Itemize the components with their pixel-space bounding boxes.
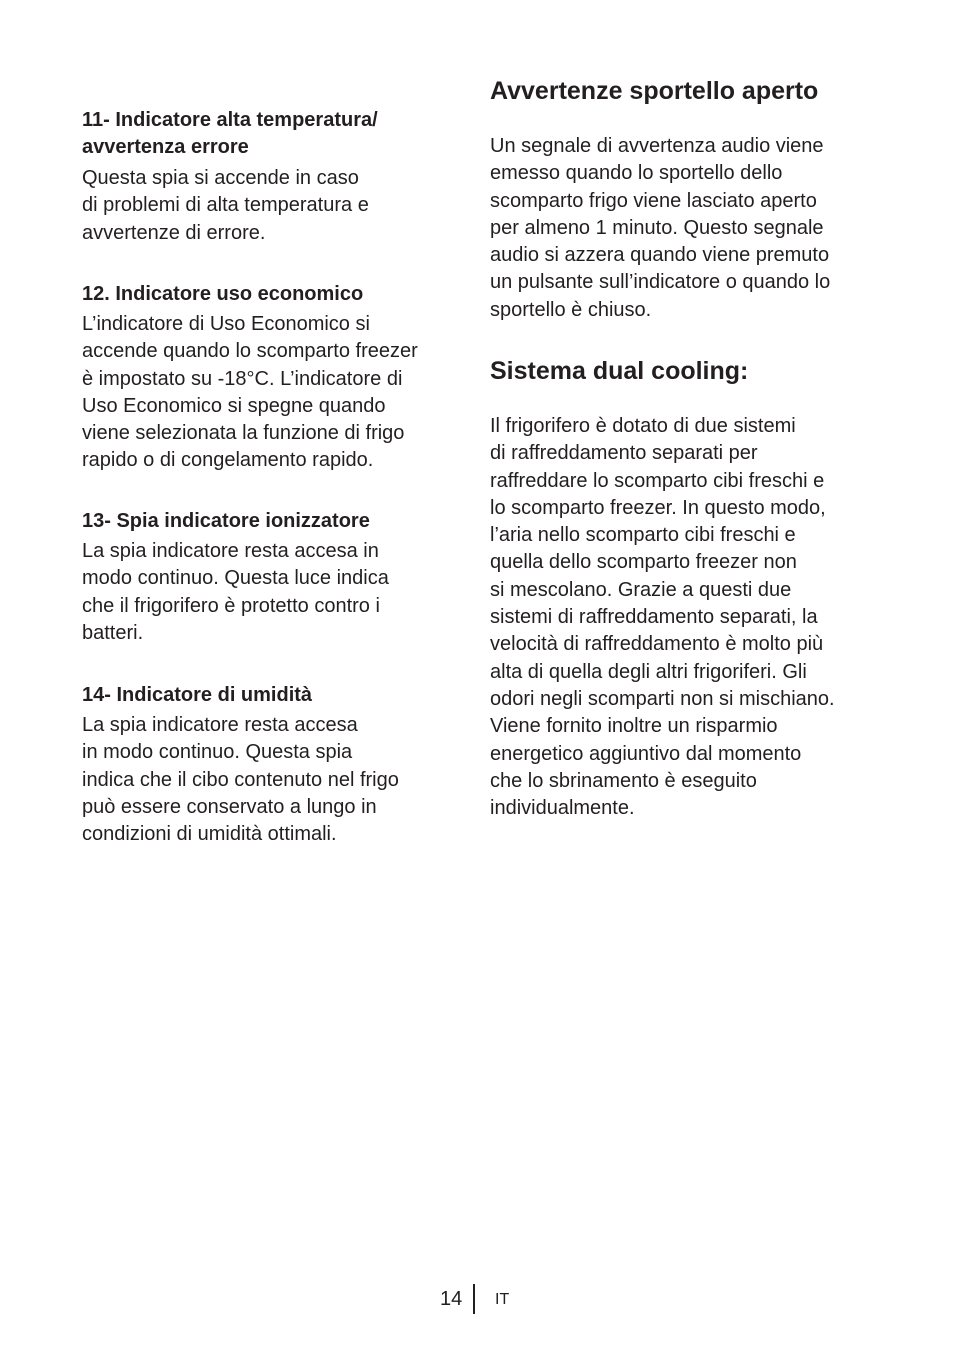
page-footer [0,1284,954,1314]
section-body: La spia indicatore resta accesa in modo continuo. Questa spia indica che il cibo contenuto nel frigo può essere conservato a lungo in condizioni di umidità ottimali. [82,714,399,846]
language-code: IT [495,1291,510,1308]
section-dual-cooling [490,356,890,822]
section-high-temperature-indicator [82,107,462,247]
section-body: Un segnale di avvertenza audio viene emesso quando lo sportello dello scomparto frigo viene lasciato aperto per almeno 1 minuto. Questo segnale audio si azzera quando viene premuto un pulsante sull’indicatore o quando lo sportello è chiuso. [490,135,831,321]
section-heading: 13- Spia indicatore ionizzatore [82,510,370,532]
section-body: Il frigorifero è dotato di due sistemi di raffreddamento separati per raffreddare lo scomparto cibi freschi e lo scomparto freezer. In questo modo, l’aria nello scomparto cibi freschi e quella dello scomparto freezer non si mescolano. Grazie a questi due sistemi di raffreddamento separati, la velocità di raffreddamento è molto più alta di quella degli altri frigoriferi. Gli odori negli scomparti non si mischiano. Viene fornito inoltre un risparmio energetico aggiuntivo dal momento che lo sbrinamento è eseguito individualmente. [490,415,835,820]
section-economy-indicator [82,281,462,475]
section-ionizer-indicator [82,508,462,647]
section-heading: Sistema dual cooling: [490,357,749,385]
section-heading: 12. Indicatore uso economico [82,283,364,305]
footer-divider [473,1284,475,1314]
section-body: L’indicatore di Uso Economico si accende quando lo scomparto freezer è impostato su -18°C. L’indicatore di Uso Economico si spegne quando viene selezionata la funzione di frigo rapido o di congelamento rapido. [82,313,418,472]
section-body: Questa spia si accende in caso di problemi di alta temperatura e avvertenze di errore. [82,167,369,244]
page-number: 14 [440,1288,463,1310]
section-heading: 14- Indicatore di umidità [82,684,313,706]
section-heading: 11- Indicatore alta temperatura/ avvertenza errore [82,109,378,158]
section-humidity-indicator [82,682,462,848]
section-body: La spia indicatore resta accesa in modo continuo. Questa luce indica che il frigorifero è protetto contro i batteri. [82,540,389,644]
section-door-open-warning [490,76,890,324]
section-heading: Avvertenze sportello aperto [490,77,819,105]
